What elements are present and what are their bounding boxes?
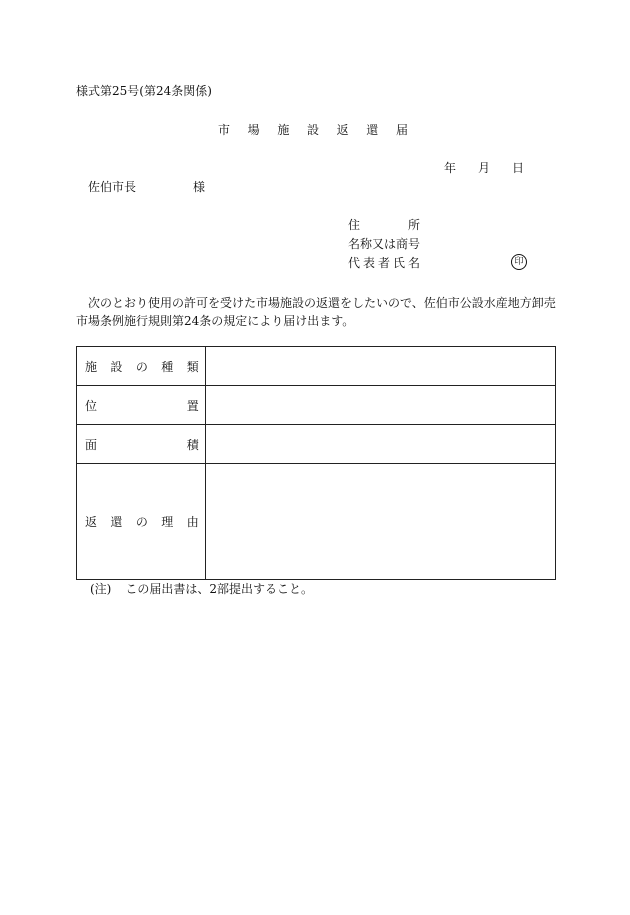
label-char: 面 [85,437,98,452]
table-row [77,386,556,425]
label-char: 種 [161,359,174,374]
document-title [218,123,408,137]
footnote [90,582,313,596]
label-char: 還 [110,515,123,529]
label-char: 由 [186,515,199,529]
label-char: 類 [186,359,199,374]
table-row [77,347,556,386]
label-char: 氏 [392,256,405,270]
table-row [77,464,556,580]
label-char: 返 [85,515,98,529]
area-label [77,425,206,464]
label-char: 設 [110,359,123,374]
return-reason-label [77,464,206,580]
label-char: 代 [348,256,361,270]
return-reason-field[interactable] [205,464,555,580]
applicant-address-label [348,218,420,232]
addressee [88,180,205,194]
body-text: 次のとおり使用の許可を受けた市場施設の返還をしたいので、佐伯市公設水産地方卸売市場条例施行規則第24条の規定により届け出ます。 [76,296,556,328]
label-char: 名 [407,256,420,270]
location-label [77,386,206,425]
label-char: 者 [377,256,390,270]
title-char: 場 [247,123,260,137]
label-char: 施 [85,359,98,374]
label-char: 置 [186,398,199,413]
date-month-label: 月 [477,161,490,175]
label-char: の [135,359,148,374]
label-char: 位 [85,398,98,413]
title-char: 届 [395,123,408,137]
table-row [77,425,556,464]
title-char: 施 [277,123,290,137]
label-char: 積 [186,437,199,452]
addressee-honorific: 様 [193,180,206,194]
form-number: 様式第25号(第24条関係) [76,84,212,98]
label-char: 理 [161,515,174,529]
applicant-representative-label [348,256,420,270]
location-field[interactable] [205,386,555,425]
title-char: 還 [366,123,379,137]
label-char: の [135,515,148,529]
applicant-name-label: 名称又は商号 [348,237,421,251]
facility-type-label [77,347,206,386]
seal-mark: 印 [511,254,527,270]
label-char: 住 [348,218,361,232]
area-field[interactable] [205,425,555,464]
title-char: 設 [306,123,319,137]
title-char: 返 [336,123,349,137]
footnote-prefix: (注) [90,582,112,596]
label-char: 表 [362,256,375,270]
date-year-label: 年 [444,161,457,175]
addressee-name: 佐伯市長 [88,180,137,194]
label-char: 所 [407,218,420,232]
facility-type-field[interactable] [205,347,555,386]
footnote-text: この届出書は、2部提出すること。 [125,582,314,596]
facility-return-table [76,346,556,580]
date-day-label: 日 [511,161,524,175]
title-char: 市 [218,123,231,137]
date-line [444,161,524,175]
